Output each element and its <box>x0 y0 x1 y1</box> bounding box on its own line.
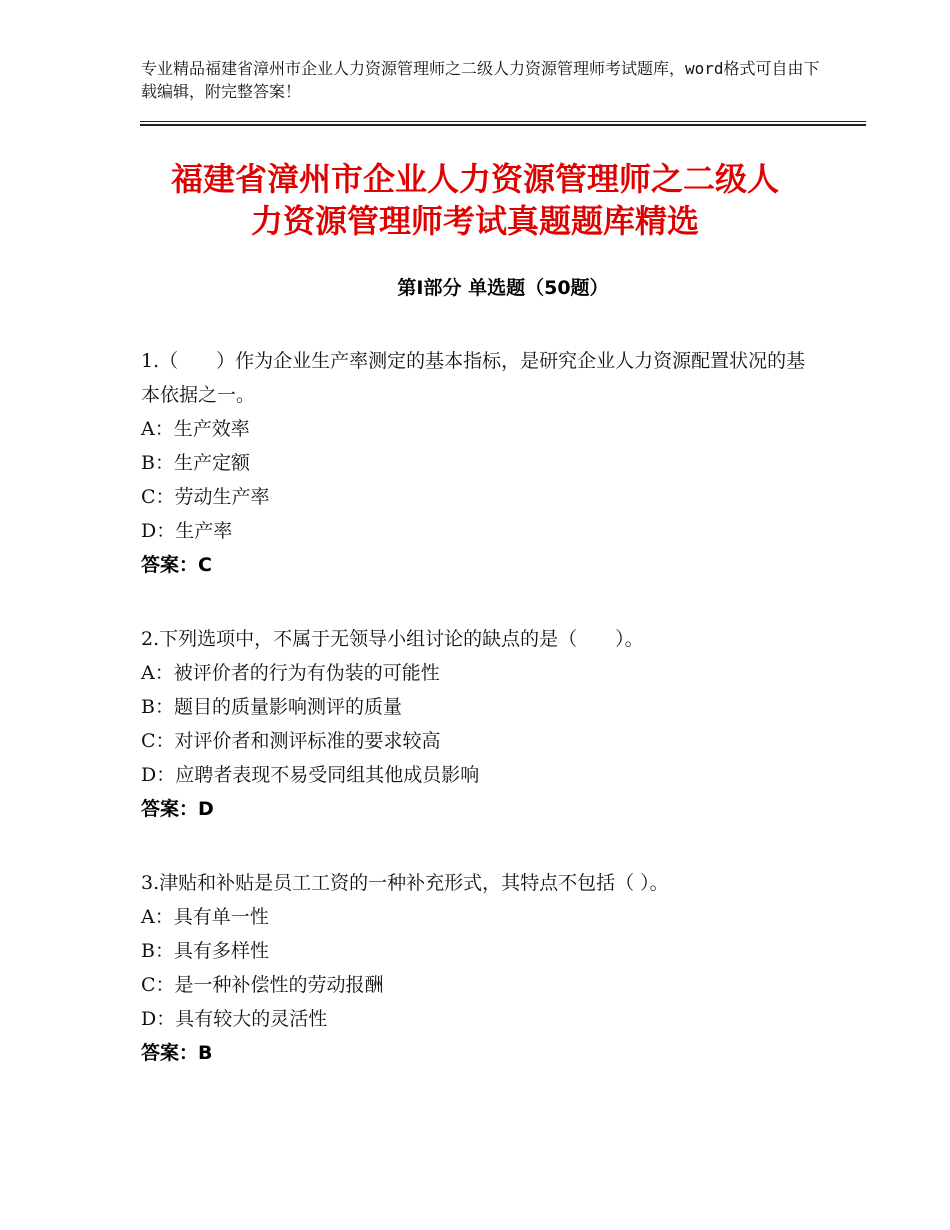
answer-label: 答案：C <box>141 554 212 576</box>
option-b: B：题目的质量影响测评的质量 <box>141 696 402 718</box>
header-divider-bottom <box>140 124 866 126</box>
option-d: D：具有较大的灵活性 <box>141 1008 328 1030</box>
header-note: 专业精品福建省漳州市企业人力资源管理师之二级人力资源管理师考试题库，word格式可自由下载编辑，附完整答案！ <box>141 59 820 101</box>
title-line-2: 力资源管理师考试真题题库精选 <box>250 202 699 240</box>
option-d: D：生产率 <box>141 520 233 542</box>
question-item <box>141 866 821 1070</box>
option-b: B：具有多样性 <box>141 940 269 962</box>
option-c: C：劳动生产率 <box>141 486 270 508</box>
question-item <box>141 344 821 582</box>
section-heading: 第Ⅰ部分 单选题（50题） <box>397 277 609 299</box>
option-d: D：应聘者表现不易受同组其他成员影响 <box>141 764 480 786</box>
answer-label: 答案：B <box>141 1042 213 1064</box>
title-line-1: 福建省漳州市企业人力资源管理师之二级人 <box>170 160 779 198</box>
answer-label: 答案：D <box>141 798 214 820</box>
question-list <box>141 344 821 1110</box>
option-a: A：具有单一性 <box>141 906 269 928</box>
question-text: 1.（ ）作为企业生产率测定的基本指标，是研究企业人力资源配置状况的基本依据之一。 <box>141 350 806 406</box>
question-item <box>141 622 821 826</box>
header-divider-top <box>140 121 866 122</box>
option-a: A：生产效率 <box>141 418 250 440</box>
question-text: 3.津贴和补贴是员工工资的一种补充形式，其特点不包括（ ）。 <box>141 872 669 894</box>
question-text: 2.下列选项中，不属于无领导小组讨论的缺点的是（ ）。 <box>141 628 644 650</box>
option-a: A：被评价者的行为有伪装的可能性 <box>141 662 440 684</box>
option-c: C：是一种补偿性的劳动报酬 <box>141 974 384 996</box>
option-c: C：对评价者和测评标准的要求较高 <box>141 730 441 752</box>
option-b: B：生产定额 <box>141 452 250 474</box>
document-title <box>120 158 830 242</box>
